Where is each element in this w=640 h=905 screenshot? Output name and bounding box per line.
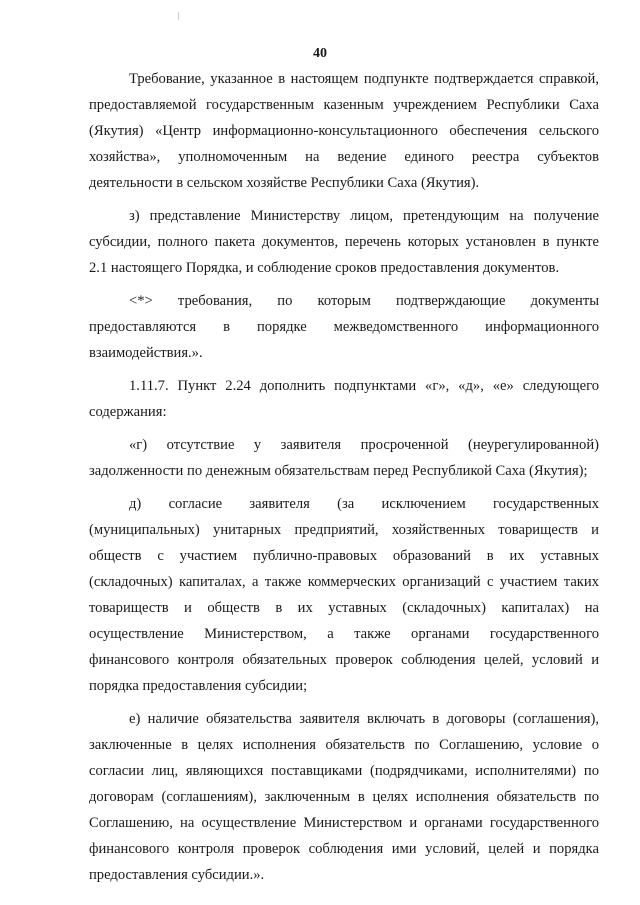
paragraph-line: хозяйства», уполномоченным на ведение единого реестра субъектов: [89, 149, 599, 165]
paragraph-line: 2.1 настоящего Порядка, и соблюдение сроков предоставления документов.: [89, 260, 560, 276]
paragraph-line: предоставления субсидии.».: [89, 867, 265, 883]
paragraph-line: финансового контроля обязательных проверок соблюдения целей, условий и: [89, 652, 599, 668]
paragraph-gap: [89, 196, 599, 203]
paragraph-gap: [89, 699, 599, 706]
scan-mark: [178, 12, 179, 20]
paragraph-line: предоставляются в порядке межведомственного информационного: [89, 319, 599, 335]
paragraph-line: заключенные в целях исполнения обязательств по Соглашению, условие о: [89, 737, 599, 753]
document-body: [89, 66, 599, 888]
paragraph-gap: [89, 484, 599, 491]
paragraph-line: (складочных) капиталах, а также коммерческих организаций с участием таких: [89, 574, 599, 590]
paragraph-line: задолженности по денежным обязательствам перед Республикой Саха (Якутия);: [89, 463, 588, 479]
paragraph-line: порядка предоставления субсидии;: [89, 678, 308, 694]
paragraph-line: товариществ и обществ в их уставных (складочных) капиталах) на: [89, 600, 599, 616]
paragraph-line: (Якутия) «Центр информационно-консультационного обеспечения сельского: [89, 123, 599, 139]
paragraph-line: <*> требования, по которым подтверждающие документы: [129, 293, 599, 309]
paragraph-line: Соглашению, на осуществление Министерством и органами государственного: [89, 815, 599, 831]
paragraph-line: 1.11.7. Пункт 2.24 дополнить подпунктами «г», «д», «е» следующего: [129, 378, 599, 394]
paragraph-gap: [89, 425, 599, 432]
paragraph-line: з) представление Министерству лицом, претендующим на получение: [129, 208, 599, 224]
page-number: 40: [313, 46, 327, 61]
paragraph-line: согласии лиц, являющихся поставщиками (подрядчиками, исполнителями) по: [89, 763, 599, 779]
paragraph-gap: [89, 366, 599, 373]
paragraph-line: обществ с участием публично-правовых образований в их уставных: [89, 548, 599, 564]
paragraph-line: субсидии, полного пакета документов, перечень которых установлен в пункте: [89, 234, 599, 250]
paragraph-line: предоставляемой государственным казенным учреждением Республики Саха: [89, 97, 599, 113]
paragraph-line: (муниципальных) унитарных предприятий, хозяйственных товариществ и: [89, 522, 599, 538]
paragraph-line: финансового контроля проверок соблюдения ими условий, целей и порядка: [89, 841, 599, 857]
paragraph-line: взаимодействия.».: [89, 345, 203, 361]
paragraph-line: е) наличие обязательства заявителя включать в договоры (соглашения),: [129, 711, 599, 727]
paragraph-line: «г) отсутствие у заявителя просроченной (неурегулированной): [129, 437, 599, 453]
paragraph-line: д) согласие заявителя (за исключением государственных: [129, 496, 599, 512]
paragraph-line: содержания:: [89, 404, 167, 420]
paragraph-gap: [89, 281, 599, 288]
paragraph-line: договорам (соглашениям), заключенным в целях исполнения обязательств по: [89, 789, 599, 805]
paragraph-line: осуществление Министерством, а также органами государственного: [89, 626, 599, 642]
paragraph-line: Требование, указанное в настоящем подпункте подтверждается справкой,: [129, 71, 599, 87]
paragraph-line: деятельности в сельском хозяйстве Республики Саха (Якутия).: [89, 175, 480, 191]
